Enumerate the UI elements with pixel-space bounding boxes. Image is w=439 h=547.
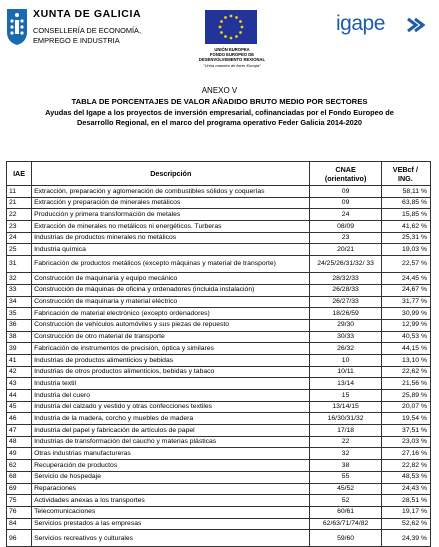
table-row [7,296,431,308]
table-row [7,186,431,198]
cell-description: Industrias de otros productos alimenticios, bebidas y tabaco [32,366,310,378]
cell-cnae: 10 [310,354,381,366]
cell-iae: 33 [7,284,32,296]
xunta-logo [6,6,176,66]
cell-cnae: 13/14 [310,378,381,390]
table-row [7,460,431,472]
table-body [7,186,431,547]
xunta-department [33,26,141,45]
cell-iae: 46 [7,413,32,425]
cell-iae: 31 [7,256,32,273]
eu-flag-icon [205,10,257,44]
table-header-row [7,162,431,186]
cell-description: Servicios recreativos y culturales [32,530,310,547]
cell-cnae: 29/30 [310,319,381,331]
table-row [7,232,431,244]
cell-iae: 24 [7,232,32,244]
table-row [7,366,431,378]
cell-iae: 48 [7,436,32,448]
eu-union-label: UNIÓN EUROPEA [214,47,250,52]
cell-veb: 24,67 % [381,284,430,296]
eu-motto: "Unha maneira de facer Europa" [203,63,261,68]
table-row [7,390,431,402]
cell-cnae: 24 [310,209,381,221]
subtitle-line-2: Desarrollo Regional, en el marco del programa operativo Feder Galicia 2014-2020 [76,118,363,127]
table-row [7,448,431,460]
cell-description: Fabricación de material electrónico (excepto ordenadores) [32,308,310,320]
xunta-dept-line2: EMPREGO E INDUSTRIA [33,35,120,45]
table-row [7,256,431,273]
cell-cnae: 22 [310,436,381,448]
cell-veb: 23,03 % [381,436,430,448]
table-row [7,343,431,355]
table-row [7,530,431,547]
cell-iae: 75 [7,495,32,507]
cell-iae: 69 [7,483,32,495]
cell-iae: 35 [7,308,32,320]
cell-veb: 24,45 % [381,273,430,285]
table-title: TABLA DE PORCENTAJES DE VALOR AÑADIDO BRUTO MEDIO POR SECTORES [71,97,368,106]
cell-description: Industrias de productos minerales no metálicos [32,232,310,244]
cell-iae: 96 [7,530,32,547]
cell-cnae: 26/27/33 [310,296,381,308]
cell-iae: 34 [7,296,32,308]
cell-iae: 32 [7,273,32,285]
cell-description: Construcción de vehículos automóviles y sus piezas de repuesto [32,319,310,331]
table-row [7,378,431,390]
cell-veb: 15,85 % [381,209,430,221]
table-row [7,413,431,425]
cell-iae: 68 [7,471,32,483]
table-row [7,197,431,209]
cell-description: Construcción de máquinas de oficina y ordenadores (incluida instalación) [32,284,310,296]
document-header [0,0,439,82]
cell-description: Extracción de minerales no metálicos ni energéticos. Turberas [32,221,310,233]
cell-description: Industria del cuero [32,390,310,402]
table-row [7,518,431,530]
table-row [7,506,431,518]
cell-cnae: 24/25/26/31/32/ 33 [310,256,381,273]
eu-fund-label: FONDO EUROPEO DE [209,52,255,57]
cell-cnae: 59/60 [310,530,381,547]
table-row [7,401,431,413]
header-cnae [310,162,381,186]
cell-cnae: 26/32 [310,343,381,355]
cell-veb: 28,51 % [381,495,430,507]
cell-veb: 52,62 % [381,518,430,530]
cell-veb: 25,89 % [381,390,430,402]
cell-description: Telecomunicaciones [32,506,310,518]
cell-cnae: 08/09 [310,221,381,233]
cell-veb: 40,53 % [381,331,430,343]
igape-logo [336,12,426,38]
cell-veb: 24,43 % [381,483,430,495]
cell-veb: 30,99 % [381,308,430,320]
cell-veb: 22,57 % [381,256,430,273]
cell-description: Industrias de transformación del caucho y materias plásticas [32,436,310,448]
cell-cnae: 15 [310,390,381,402]
cell-cnae: 20/21 [310,244,381,256]
cell-veb: 12,99 % [381,319,430,331]
cell-veb: 22,62 % [381,366,430,378]
cell-iae: 36 [7,319,32,331]
table-row [7,273,431,285]
header-veb-line1: VEBcf / [392,164,418,174]
cell-description: Fabricación de productos metálicos (excepto máquinas y material de transporte) [32,256,310,273]
cell-cnae: 18/26/59 [310,308,381,320]
cell-iae: 25 [7,244,32,256]
header-cnae-line2: (orientativo) [324,173,367,183]
table-row [7,425,431,437]
cell-veb: 20,07 % [381,401,430,413]
cell-iae: 84 [7,518,32,530]
cell-veb: 24,39 % [381,530,430,547]
cell-description: Otras industrias manufactureras [32,448,310,460]
cell-cnae: 52 [310,495,381,507]
table-row [7,436,431,448]
cell-cnae: 16/30/31/32 [310,413,381,425]
cell-veb: 25,31 % [381,232,430,244]
cell-description: Industria de la madera, corcho y muebles de madera [32,413,310,425]
table-row [7,495,431,507]
cell-cnae: 09 [310,186,381,198]
cell-description: Servicios prestados a las empresas [32,518,310,530]
table-row [7,308,431,320]
cell-iae: 47 [7,425,32,437]
cell-cnae: 38 [310,460,381,472]
cell-iae: 42 [7,366,32,378]
cell-veb: 19,54 % [381,413,430,425]
cell-veb: 48,53 % [381,471,430,483]
cell-cnae: 32 [310,448,381,460]
table-row [7,354,431,366]
header-iae: IAE [7,162,32,186]
cell-iae: 44 [7,390,32,402]
cell-description: Industrias de productos alimenticios y bebidas [32,354,310,366]
table-row [7,284,431,296]
cell-description: Industria textil [32,378,310,390]
cell-description: Actividades anexas a los transportes [32,495,310,507]
cell-description: Construcción de maquinaria y material eléctrico [32,296,310,308]
cell-description: Recuperación de productos [32,460,310,472]
igape-logo-text: igape [336,12,385,35]
cell-cnae: 13/14/15 [310,401,381,413]
table-row [7,244,431,256]
cell-veb: 19,17 % [381,506,430,518]
cell-cnae: 30/33 [310,331,381,343]
cell-cnae: 10/11 [310,366,381,378]
cell-iae: 43 [7,378,32,390]
cell-description: Extracción, preparación y aglomeración de combustibles sólidos y coquerías [32,186,310,198]
cell-iae: 38 [7,331,32,343]
cell-cnae: 23 [310,232,381,244]
eu-fund-label-2: DESENVOLVEMENTO REXIONAL [198,57,266,62]
cell-cnae: 28/32/33 [310,273,381,285]
vab-sector-table [6,161,431,547]
cell-veb: 27,16 % [381,448,430,460]
cell-veb: 37,51 % [381,425,430,437]
igape-arrows-icon [406,16,426,34]
cell-iae: 41 [7,354,32,366]
cell-cnae: 09 [310,197,381,209]
cell-veb: 31,77 % [381,296,430,308]
cell-iae: 21 [7,197,32,209]
table-row [7,319,431,331]
cell-veb: 63,85 % [381,197,430,209]
cell-description: Construcción de otro material de transporte [32,331,310,343]
cell-iae: 23 [7,221,32,233]
cell-cnae: 45/52 [310,483,381,495]
annex-title: ANEXO V [201,86,238,95]
xunta-shield-icon [6,6,28,46]
cell-description: Reparaciones [32,483,310,495]
cell-iae: 45 [7,401,32,413]
header-description: Descripción [32,162,310,186]
eu-feder-logo [182,10,282,74]
cell-veb: 13,10 % [381,354,430,366]
cell-description: Industria del papel y fabricación de artículos de papel [32,425,310,437]
cell-cnae: 62/63/71/74/82 [310,518,381,530]
cell-iae: 39 [7,343,32,355]
cell-iae: 49 [7,448,32,460]
cell-iae: 11 [7,186,32,198]
cell-iae: 22 [7,209,32,221]
subtitle-line-1: Ayudas del Igape a los proyectos de inversión empresarial, cofinanciadas por el Fondo Europeo de [45,108,394,117]
cell-veb: 41,62 % [381,221,430,233]
header-veb [381,162,430,186]
table-row [7,471,431,483]
cell-veb: 44,15 % [381,343,430,355]
cell-veb: 22,82 % [381,460,430,472]
xunta-name: XUNTA DE GALICIA [33,8,142,20]
cell-description: Construcción de maquinaria y equipo mecánico [32,273,310,285]
cell-description: Servicio de hospedaje [32,471,310,483]
table-row [7,483,431,495]
cell-description: Extracción y preparación de minerales metálicos [32,197,310,209]
table-row [7,221,431,233]
cell-description: Industria del calzado y vestido y otras confecciones textiles [32,401,310,413]
cell-veb: 21,56 % [381,378,430,390]
header-veb-line2: ING. [397,173,413,183]
cell-veb: 58,11 % [381,186,430,198]
cell-veb: 19,03 % [381,244,430,256]
table-row [7,331,431,343]
cell-iae: 76 [7,506,32,518]
cell-cnae: 17/18 [310,425,381,437]
xunta-dept-line1: CONSELLERÍA DE ECONOMÍA, [33,26,142,35]
cell-iae: 62 [7,460,32,472]
cell-description: Fabricación de instrumentos de precisión, óptica y similares [32,343,310,355]
cell-cnae: 55 [310,471,381,483]
table-row [7,209,431,221]
header-cnae-line1: CNAE [335,164,356,174]
cell-cnae: 60/61 [310,506,381,518]
cell-description: Producción y primera transformación de metales [32,209,310,221]
cell-description: Industria química [32,244,310,256]
cell-cnae: 26/28/33 [310,284,381,296]
